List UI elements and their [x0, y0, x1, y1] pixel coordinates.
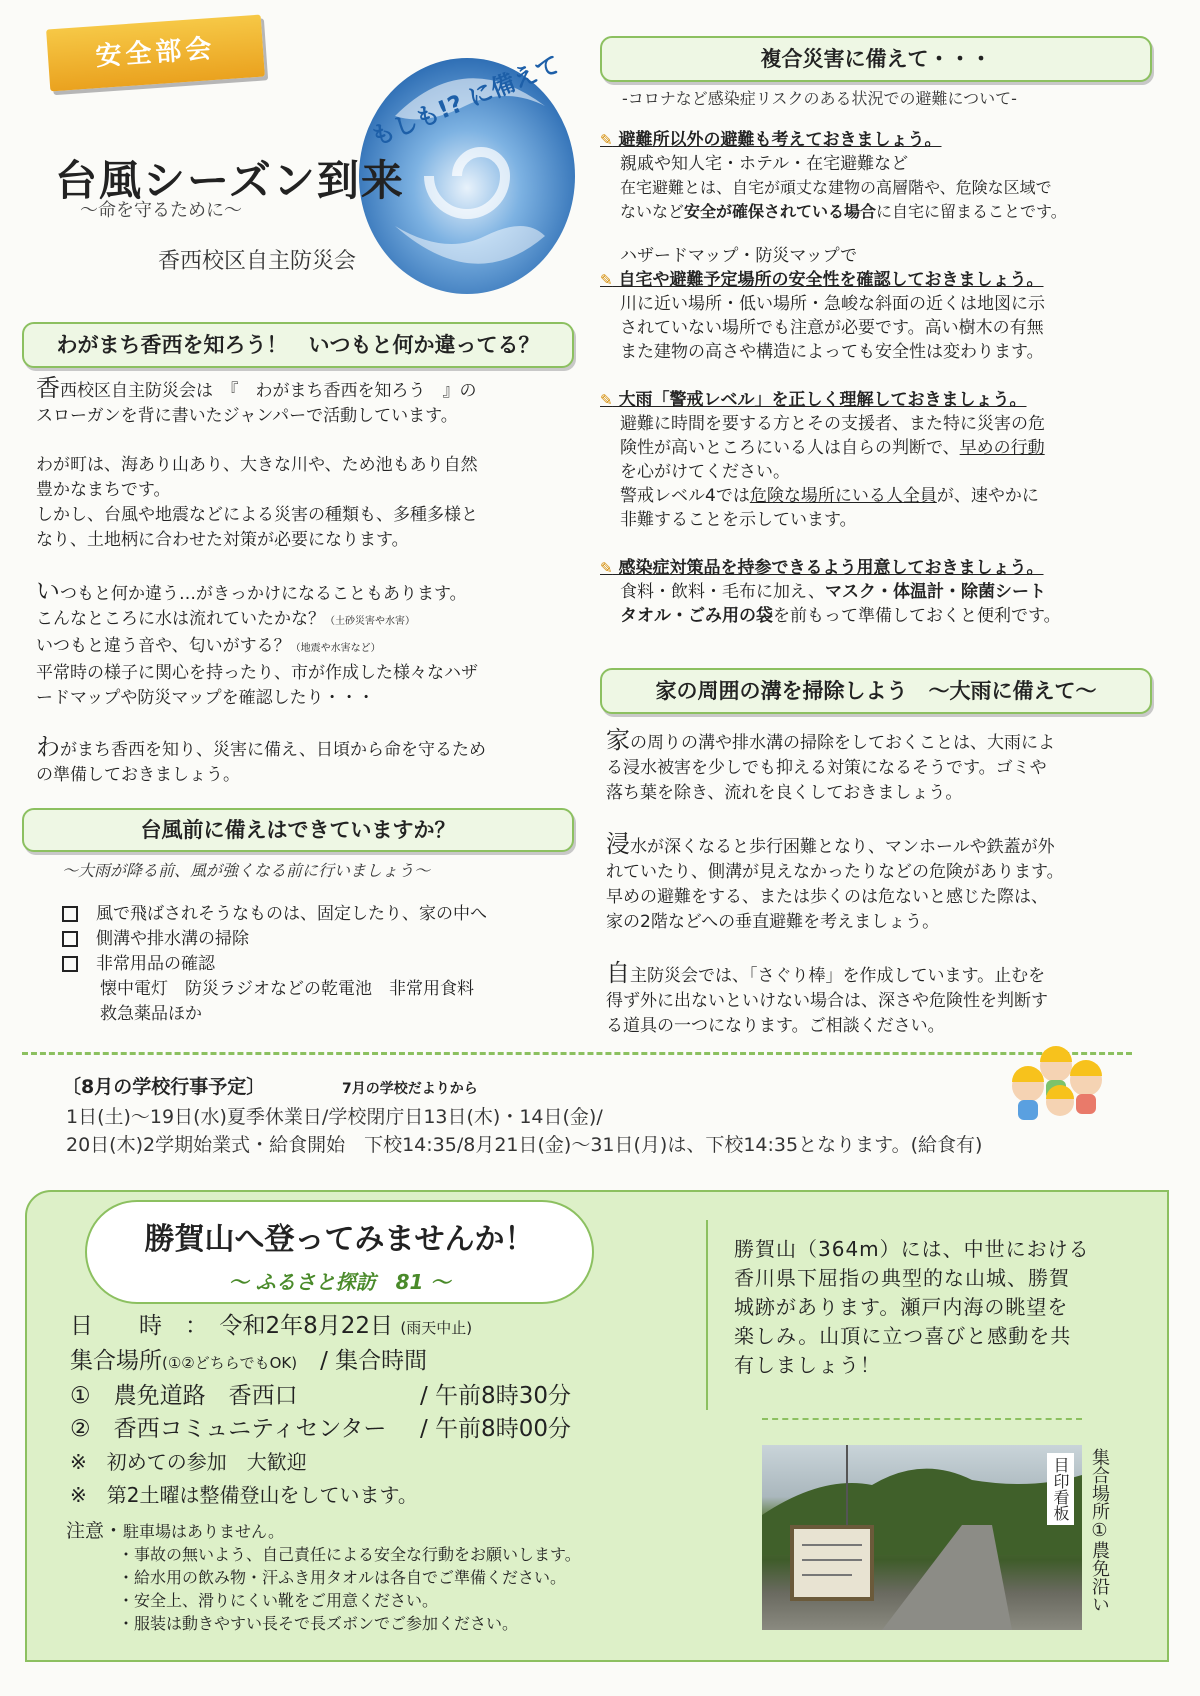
text-line: 落ち葉を除き、流れを良くしておきましょう。 — [606, 783, 963, 803]
drop-cap: い — [36, 577, 60, 605]
text-line: 警戒レベル4では — [620, 486, 750, 506]
dashed-divider — [762, 1418, 1082, 1420]
text-line: いつもと違う音や、匂いがする？ — [36, 636, 291, 656]
text-line: 在宅避難とは、自宅が頑丈な建物の高層階や、危険な区域で — [620, 178, 1052, 197]
text-line: に自宅に留まることです。 — [876, 202, 1067, 221]
bullet-intro: ハザードマップ・防災マップで — [620, 246, 858, 266]
caution-item: ・安全上、滑りにくい靴をご用意ください。 — [118, 1591, 439, 1610]
checklist-item[interactable]: 風で飛ばされそうなものは、固定したり、家の中へ — [62, 902, 582, 927]
text-line: 平常時の様子に関心を持ったり、市が作成した様々なハザ — [36, 663, 478, 683]
emphasis-text: 危険な場所にいる人全員 — [749, 486, 937, 506]
section-heading-typhoon-prep: 台風前に備えはできていますか？ — [22, 808, 574, 852]
checkbox-icon[interactable] — [62, 956, 78, 972]
text-line: 水が深くなると歩行困難となり、マンホールや鉄蓋が外 — [630, 837, 1055, 857]
swirl-text: もしも!? に備えて — [366, 50, 564, 152]
prep-checklist — [62, 902, 582, 1027]
text-line: 避難に時間を要する方とその支援者、また特に災害の危 — [620, 414, 1045, 434]
text-line: 早めの避難をする、または歩くのは危ないと感じた際は、 — [606, 887, 1048, 907]
meeting-place: ② 香西コミュニティセンター — [70, 1416, 387, 1442]
text-line: を前もって準備しておくと便利です。 — [773, 606, 1061, 626]
text-line: の準備しておきましょう。 — [36, 765, 240, 785]
pencil-icon: ✎ — [600, 391, 613, 409]
checklist-item[interactable]: 側溝や排水溝の掃除 — [62, 927, 582, 952]
section-heading-compound-disaster: 複合災害に備えて・・・ — [600, 36, 1152, 82]
checkbox-icon[interactable] — [62, 906, 78, 922]
hike-description: 勝賀山（364m）には、中世における 香川県下屈指の典型的な山城、勝賀 城跡があります。瀬戸内海の眺望を 楽しみ。山頂に立つ喜びと感動を共 有しましょう！ — [734, 1237, 1090, 1377]
checklist-item[interactable]: 非常用品の確認 — [62, 952, 582, 977]
checklist-detail: 懐中電灯 防災ラジオなどの乾電池 非常用食料 救急薬品ほか — [100, 979, 474, 1024]
meeting-place: ① 農免道路 香西口 — [70, 1383, 298, 1409]
text-line: 川に近い場所・低い場所・急峻な斜面の近くは地図に示 — [620, 294, 1045, 314]
bullet-heading: ✎ 自宅や避難予定場所の安全性を確認しておきましょう。 — [600, 270, 1044, 290]
text-line: る浸水被害を少しでも抑える対策になるそうです。ゴミや — [606, 758, 1047, 778]
text-line: 非難することを示しています。 — [620, 510, 857, 530]
text-line: 険性が高いところにいる人は自らの判断で、 — [620, 438, 960, 458]
school-events-line: 20日(木)2学期始業式・給食開始 下校14:35/8月21日(金)～31日(月)は、下校14:35となります。(給食有) — [66, 1134, 983, 1156]
text-line: 西校区自主防災会は 『 わがまち香西を知ろう 』の — [60, 381, 477, 401]
meeting-place-photo — [762, 1445, 1082, 1630]
hike-title-pill — [85, 1200, 594, 1304]
section-heading-know-town: わがまち香西を知ろう！ いつもと何か違ってる？ — [22, 322, 574, 368]
date-label: 日 時 ： — [70, 1313, 197, 1339]
bullet-heading: ✎ 感染症対策品を持参できるよう用意しておきましょう。 — [600, 558, 1044, 578]
photo-caption: 集合場所①農免沿い — [1089, 1448, 1110, 1613]
school-events-source: 7月の学校だよりから — [342, 1081, 478, 1097]
text-line: されていない場所でも注意が必要です。高い樹木の有無 — [620, 318, 1044, 338]
hike-date: 令和2年8月22日 — [219, 1313, 394, 1339]
emphasis-text: タオル・ごみ用の袋 — [620, 606, 773, 626]
school-events-line: 1日(土)～19日(水)夏季休業日/学校閉庁日13日(木)・14日(金)/ — [66, 1106, 603, 1128]
drop-cap: 自 — [606, 959, 630, 987]
text-line: 得ず外に出ないといけない場合は、深さや危険性を判断す — [606, 991, 1048, 1011]
caution-item: 駐車場はありません。 — [123, 1522, 284, 1541]
text-line: 食料・飲料・毛布に加え、 — [620, 582, 826, 602]
bullet-heading: ✎ 大雨「警戒レベル」を正しく理解しておきましょう。 — [600, 390, 1027, 410]
dashed-divider — [22, 1052, 1132, 1055]
text-line: ードマップや防災マップを確認したり・・・ — [36, 688, 375, 708]
hike-details — [70, 1310, 690, 1512]
column-divider — [706, 1220, 708, 1410]
meeting-time: / 午前8時00分 — [420, 1416, 571, 1442]
emphasis-text: 早めの行動 — [959, 438, 1045, 458]
text-line: なり、土地柄に合わせた対策が必要になります。 — [36, 530, 409, 550]
organization-name: 香西校区自主防災会 — [158, 249, 357, 274]
text-line: つもと何か違う…がきっかけになることもあります。 — [60, 584, 467, 604]
caution-item: ・事故の無いよう、自己責任による安全な行動をお願いします。 — [118, 1545, 581, 1564]
small-note: （地震や水害など） — [290, 643, 381, 654]
text-line: こんなところに水は流れていたかな？ — [36, 609, 325, 629]
text-line: ないなど — [620, 202, 685, 221]
pencil-icon: ✎ — [600, 131, 613, 149]
text-line: を心がけてください。 — [620, 462, 790, 482]
place-note: (①②どちらでもOK) — [162, 1354, 298, 1372]
drop-cap: 浸 — [606, 830, 630, 858]
text-line: る道具の一つになります。ご相談ください。 — [606, 1016, 945, 1036]
text-line: れていたり、側溝が見えなかったりなどの危険があります。 — [606, 862, 1064, 882]
hike-cautions — [66, 1520, 706, 1635]
checkbox-icon[interactable] — [62, 931, 78, 947]
pencil-icon: ✎ — [600, 559, 613, 577]
hike-note: ※ 第2土曜は整備登山をしています。 — [70, 1483, 418, 1507]
typhoon-prep-subtitle: ～大雨が降る前、風が強くなる前に行いましょう～ — [62, 861, 431, 880]
emphasis-text: 安全が確保されている場合 — [684, 202, 877, 221]
clean-gutters-body — [606, 728, 1154, 1039]
section-tag: 安全部会 — [46, 15, 265, 92]
drop-cap: 家 — [606, 726, 630, 754]
children-helmet-icon — [998, 1024, 1118, 1124]
bullet-heading: ✎ 避難所以外の避難も考えておきましょう。 — [600, 130, 942, 150]
time-label: / 集合時間 — [320, 1348, 428, 1374]
hike-title: 勝賀山へ登ってみませんか！ — [144, 1222, 535, 1257]
caution-item: ・給水用の飲み物・汗ふき用タオルは各自でご準備ください。 — [118, 1568, 567, 1587]
text-line: 家の2階などへの垂直避難を考えましょう。 — [606, 912, 940, 932]
text-line: 親戚や知人宅・ホテル・在宅避難など — [620, 154, 909, 174]
small-note: （土砂災害や水害） — [325, 616, 415, 627]
school-events-title: 〔8月の学校行事予定〕 — [62, 1076, 266, 1098]
text-line: また建物の高さや構造によっても安全性は変わります。 — [620, 342, 1044, 362]
hike-note: ※ 初めての参加 大歓迎 — [70, 1450, 307, 1474]
photo-label: 目印看板 — [1047, 1453, 1074, 1525]
page-subtitle: ～命を守るために～ — [80, 200, 242, 221]
caution-item: ・服装は動きやすい長そで長ズボンでご参加ください。 — [118, 1614, 519, 1633]
drop-cap: 香 — [36, 374, 60, 402]
know-town-body — [36, 376, 576, 788]
text-line: の周りの溝や排水溝の掃除をしておくことは、大雨によ — [630, 733, 1055, 753]
caution-label: 注意・ — [66, 1520, 124, 1542]
text-line: がまち香西を知り、災害に備え、日頃から命を守るため — [60, 740, 487, 760]
pencil-icon: ✎ — [600, 271, 613, 289]
place-label: 集合場所 — [70, 1348, 162, 1374]
meeting-time: / 午前8時30分 — [420, 1383, 571, 1409]
text-line: が、速やかに — [936, 486, 1039, 506]
text-line: 主防災会では、「さぐり棒」を作成しています。止むを — [630, 966, 1046, 986]
compound-disaster-body — [600, 128, 1160, 628]
text-line: スローガンを背に書いたジャンパーで活動しています。 — [36, 406, 458, 426]
text-line: わが町は、海あり山あり、大きな川や、ため池もあり自然 — [36, 455, 478, 475]
drop-cap: わ — [36, 733, 60, 761]
page-title: 台風シーズン到来 — [55, 156, 405, 205]
mountain-photo-image — [762, 1445, 1082, 1630]
text-line: しかし、台風や地震などによる災害の種類も、多種多様と — [36, 505, 478, 525]
section-heading-clean-gutters: 家の周囲の溝を掃除しよう ～大雨に備えて～ — [600, 668, 1152, 714]
compound-disaster-subtitle: -コロナなど感染症リスクのある状況での避難について- — [622, 89, 1017, 108]
emphasis-text: マスク・体温計・除菌シート — [825, 582, 1047, 602]
hike-series: ～ ふるさと探訪 81 ～ — [228, 1270, 451, 1294]
text-line: 豊かなまちです。 — [36, 480, 171, 500]
date-note: (雨天中止) — [400, 1319, 473, 1337]
